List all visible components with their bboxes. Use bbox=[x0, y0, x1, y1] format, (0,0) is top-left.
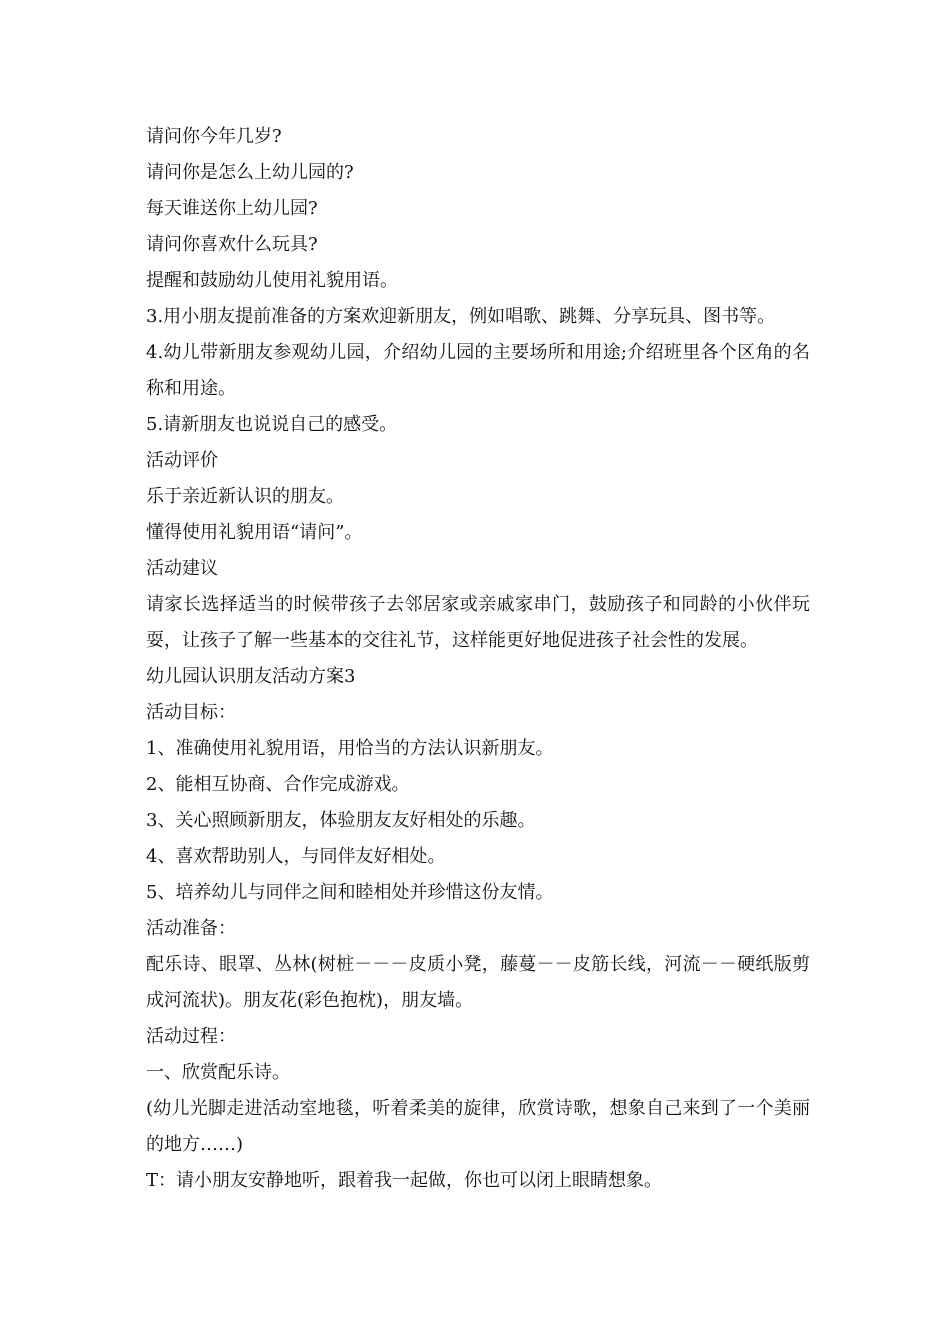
paragraph-suggestion: 请家长选择适当的时候带孩子去邻居家或亲戚家串门，鼓励孩子和同龄的小伙伴玩耍，让孩子了解一些基本的交往礼节，这样能更好地促进孩子社会性的发展。 bbox=[146, 594, 810, 651]
paragraph-eval-2: 懂得使用礼貌用语“请问”。 bbox=[146, 522, 363, 543]
paragraph-q-escort: 每天谁送你上幼儿园? bbox=[146, 198, 318, 219]
paragraph-goal-2: 2、能相互协商、合作完成游戏。 bbox=[146, 774, 410, 795]
paragraph-goal-3: 3、关心照顾新朋友，体验朋友友好相处的乐趣。 bbox=[146, 810, 536, 831]
paragraph-eval-1: 乐于亲近新认识的朋友。 bbox=[146, 486, 344, 507]
heading-process: 活动过程： bbox=[146, 1026, 236, 1047]
heading-preparation: 活动准备： bbox=[146, 918, 236, 939]
paragraph-step-3: 3.用小朋友提前准备的方案欢迎新朋友，例如唱歌、跳舞、分享玩具、图书等。 bbox=[146, 306, 776, 327]
paragraph-goal-5: 5、培养幼儿与同伴之间和睦相处并珍惜这份友情。 bbox=[146, 882, 554, 903]
paragraph-goal-1: 1、准确使用礼貌用语，用恰当的方法认识新朋友。 bbox=[146, 738, 554, 759]
paragraph-q-toys: 请问你喜欢什么玩具? bbox=[146, 234, 318, 255]
paragraph-q-commute: 请问你是怎么上幼儿园的? bbox=[146, 162, 354, 183]
paragraph-goal-4: 4、喜欢帮助别人，与同伴友好相处。 bbox=[146, 846, 446, 867]
paragraph-q-age: 请问你今年几岁? bbox=[146, 126, 282, 147]
paragraph-reminder: 提醒和鼓励幼儿使用礼貌用语。 bbox=[146, 270, 398, 291]
paragraph-teacher-line: T：请小朋友安静地听，跟着我一起做，你也可以闭上眼睛想象。 bbox=[146, 1170, 663, 1191]
paragraph-step-5: 5.请新朋友也说说自己的感受。 bbox=[146, 414, 398, 435]
paragraph-preparation: 配乐诗、眼罩、丛林(树桩－－－皮质小凳，藤蔓－－皮筋长线，河流－－硬纸版剪成河流状)。朋友花(彩色抱枕)，朋友墙。 bbox=[146, 954, 810, 1011]
heading-goals: 活动目标： bbox=[146, 702, 236, 723]
heading-evaluation: 活动评价 bbox=[146, 450, 218, 471]
paragraph-process-1: 一、欣赏配乐诗。 bbox=[146, 1062, 290, 1083]
heading-suggestion: 活动建议 bbox=[146, 558, 218, 579]
section-title-plan-3: 幼儿园认识朋友活动方案3 bbox=[146, 666, 356, 687]
document-body bbox=[146, 119, 810, 1199]
paragraph-process-note: (幼儿光脚走进活动室地毯，听着柔美的旋律，欣赏诗歌，想象自己来到了一个美丽的地方……) bbox=[146, 1098, 810, 1155]
paragraph-step-4: 4.幼儿带新朋友参观幼儿园，介绍幼儿园的主要场所和用途;介绍班里各个区角的名称和用途。 bbox=[146, 342, 810, 399]
